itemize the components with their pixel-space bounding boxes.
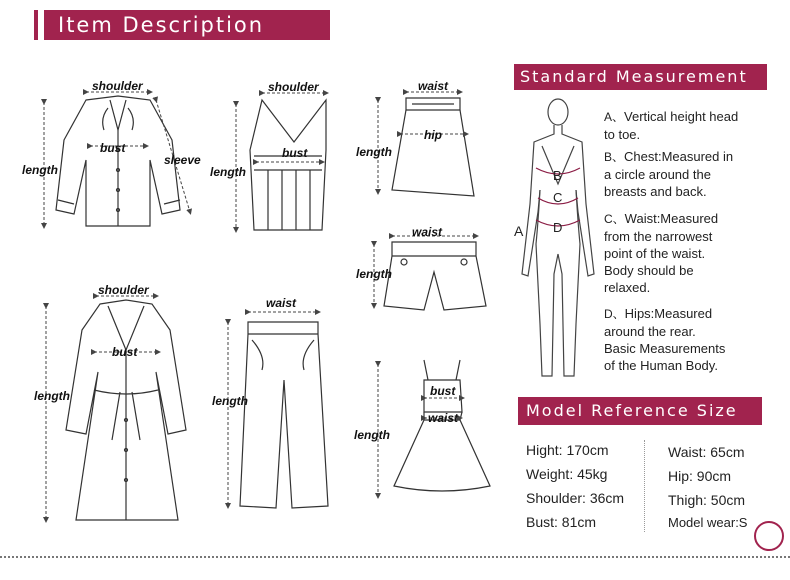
dress-waist-label: waist xyxy=(428,411,459,425)
measure-key-c: C、 xyxy=(604,212,625,226)
shirt-length-label: length xyxy=(22,163,58,177)
model-reference-title: Model Reference Size xyxy=(518,397,762,425)
top-shoulder-label: shoulder xyxy=(268,80,319,94)
dress-sketch xyxy=(394,360,490,491)
figure-label-c: C xyxy=(553,190,563,205)
spec-height: Hight: 170cm xyxy=(526,442,609,458)
bottom-dotted-divider xyxy=(0,556,790,558)
figure-label-b: B xyxy=(553,168,562,183)
brand-logo-icon xyxy=(754,521,784,551)
measure-text-a: Vertical height head to toe. xyxy=(604,109,739,142)
shirt-sleeve-label: sleeve xyxy=(164,153,201,167)
skirt-waist-label: waist xyxy=(418,79,449,93)
top-length-label: length xyxy=(210,165,246,179)
coat-bust-label: bust xyxy=(112,345,138,359)
coat-sketch xyxy=(66,300,186,520)
spec-weight: Weight: 45kg xyxy=(526,466,608,482)
top-bust-label: bust xyxy=(282,146,308,160)
dress-length-label: length xyxy=(354,428,390,442)
shorts-length-label: length xyxy=(356,267,392,281)
spec-bust: Bust: 81cm xyxy=(526,514,597,530)
measure-item-c xyxy=(604,210,774,296)
spec-shoulder: Shoulder: 36cm xyxy=(526,490,625,506)
spec-waist: Waist: 65cm xyxy=(668,444,745,460)
skirt-hip-label: hip xyxy=(424,128,442,142)
dress-bust-label: bust xyxy=(430,384,456,398)
spec-model-wear: Model wear:S xyxy=(668,515,748,530)
shirt-bust-label: bust xyxy=(100,141,126,155)
page-title: Item Description xyxy=(44,10,330,40)
measure-text-c: Waist:Measured from the narrowest point of the waist. Body should be relaxed. xyxy=(604,211,719,295)
spec-thigh: Thigh: 50cm xyxy=(668,492,746,508)
skirt-sketch xyxy=(392,98,474,196)
coat-shoulder-label: shoulder xyxy=(98,283,149,297)
measure-item-b xyxy=(604,148,774,200)
measure-key-d: D、 xyxy=(604,307,625,321)
figure-label-a: A xyxy=(514,223,524,239)
pants-sketch xyxy=(240,322,328,508)
body-figure xyxy=(512,94,602,384)
measure-key-b: B、 xyxy=(604,150,625,164)
coat-length-label: length xyxy=(34,389,70,403)
measure-item-a xyxy=(604,108,774,143)
shirt-sketch xyxy=(56,96,180,226)
shirt-shoulder-label: shoulder xyxy=(92,79,143,93)
figure-label-d: D xyxy=(553,220,563,235)
measure-text-b: Chest:Measured in a circle around the breasts and back. xyxy=(604,149,734,199)
measure-text-d: Hips:Measured around the rear. Basic Measurements of the Human Body. xyxy=(604,306,726,373)
skirt-length-label: length xyxy=(356,145,392,159)
spec-hip: Hip: 90cm xyxy=(668,468,732,484)
pants-waist-label: waist xyxy=(266,296,297,310)
measure-key-a: A、 xyxy=(604,110,625,124)
shorts-sketch xyxy=(384,242,486,310)
measure-item-d xyxy=(604,305,774,374)
pants-length-label: length xyxy=(212,394,248,408)
standard-measurement-title: Standard Measurement xyxy=(514,64,767,90)
shorts-waist-label: waist xyxy=(412,225,443,239)
top-sketch xyxy=(250,100,326,230)
spec-divider xyxy=(644,440,645,532)
